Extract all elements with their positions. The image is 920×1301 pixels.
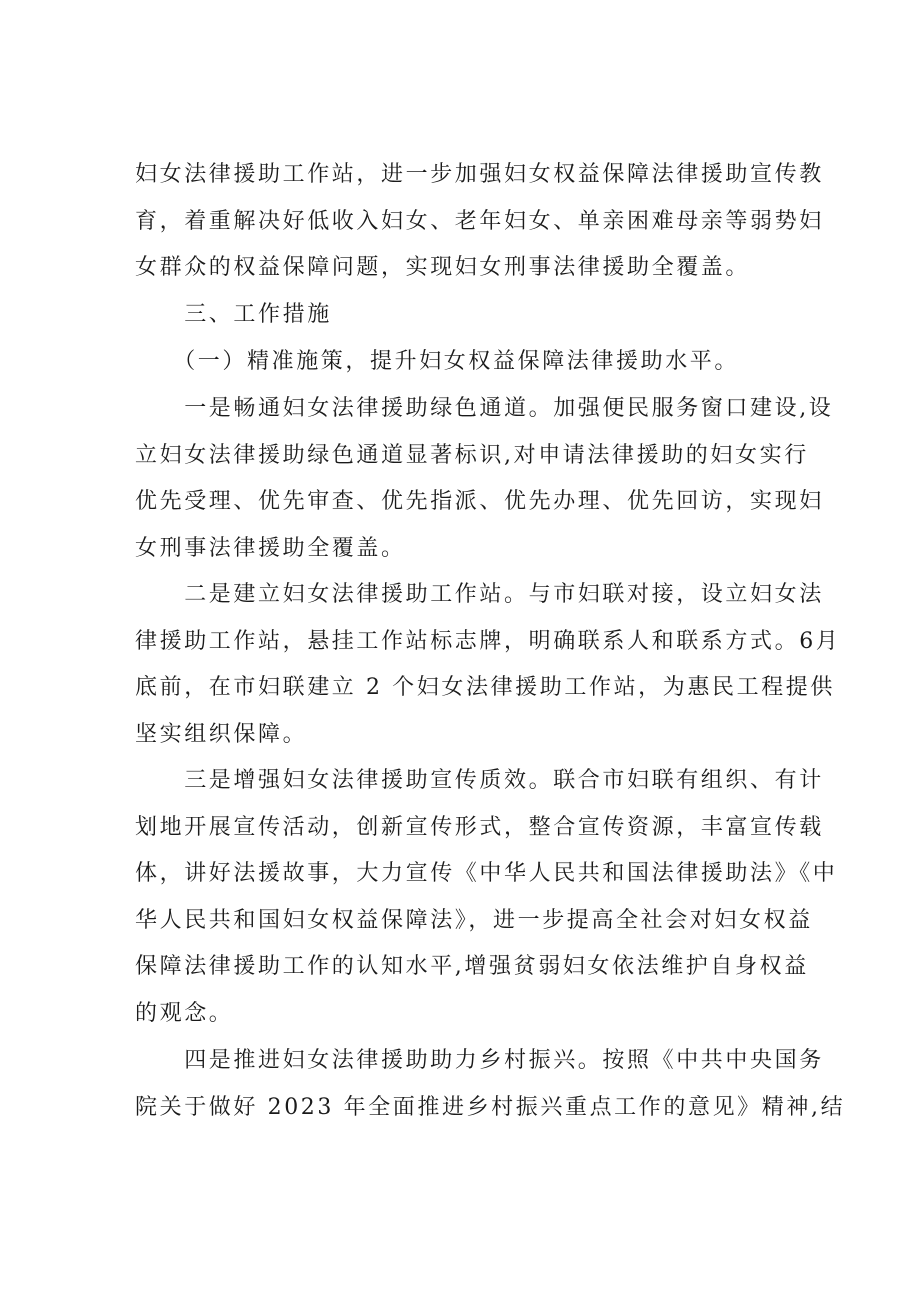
text-line: 保障法律援助工作的认知水平,增强贫弱妇女依法维护自身权益 [135,954,809,979]
text-line: 育，着重解决好低收入妇女、老年妇女、单亲困难母亲等弱势妇 [135,208,824,234]
text-line: 三、工作措施 [135,302,332,327]
text-line: 四是推进妇女法律援助助力乡村振兴。按照《中共中央国务 [135,1048,824,1073]
text-line: 划地开展宣传活动，创新宣传形式，整合宣传资源，丰富宣传载 [135,814,824,840]
text-line: 律援助工作站，悬挂工作站标志牌，明确联系人和联系方式。6月 [135,628,841,654]
text-line: 女刑事法律援助全覆盖。 [135,535,406,561]
paragraph-item-2-workstation [135,572,841,758]
text-line: 院关于做好 2023 年全面推进乡村振兴重点工作的意见》精神,结 [135,1094,846,1120]
text-line: 妇女法律援助工作站，进一步加强妇女权益保障法律援助宣传教 [135,162,824,187]
text-line: 一是畅通妇女法律援助绿色通道。加强便民服务窗口建设,设 [135,396,834,421]
text-line: 优先受理、优先审查、优先指派、优先办理、优先回访，实现妇 [135,489,824,514]
text-line: 的观念。 [135,1000,234,1026]
text-line: （一）精准施策，提升妇女权益保障法律援助水平。 [135,349,740,374]
text-line: 体，讲好法援故事，大力宣传《中华人民共和国法律援助法》《中 [135,861,838,886]
text-line: 华人民共和国妇女权益保障法》，进一步提高全社会对妇女权益 [135,907,813,933]
text-line: 二是建立妇女法律援助工作站。与市妇联对接，设立妇女法 [135,582,824,607]
paragraph-intro-continuation [135,152,824,292]
text-line: 坚实组织保障。 [135,721,308,747]
text-line: 三是增强妇女法律援助宣传质效。联合市妇联有组织、有计 [135,768,824,793]
text-line: 女群众的权益保障问题，实现妇女刑事法律援助全覆盖。 [135,255,751,280]
paragraph-item-1-green-channel [135,386,834,572]
text-line: 底前，在市妇联建立 2 个妇女法律援助工作站，为惠民工程提供 [135,675,835,700]
section-heading-work-measures [135,292,795,339]
paragraph-item-4-rural-revitalization [135,1038,846,1131]
subsection-heading-precise-policy [135,339,795,386]
paragraph-item-3-publicity [135,758,838,1037]
text-line: 立妇女法律援助绿色通道显著标识,对申请法律援助的妇女实行 [135,442,809,468]
